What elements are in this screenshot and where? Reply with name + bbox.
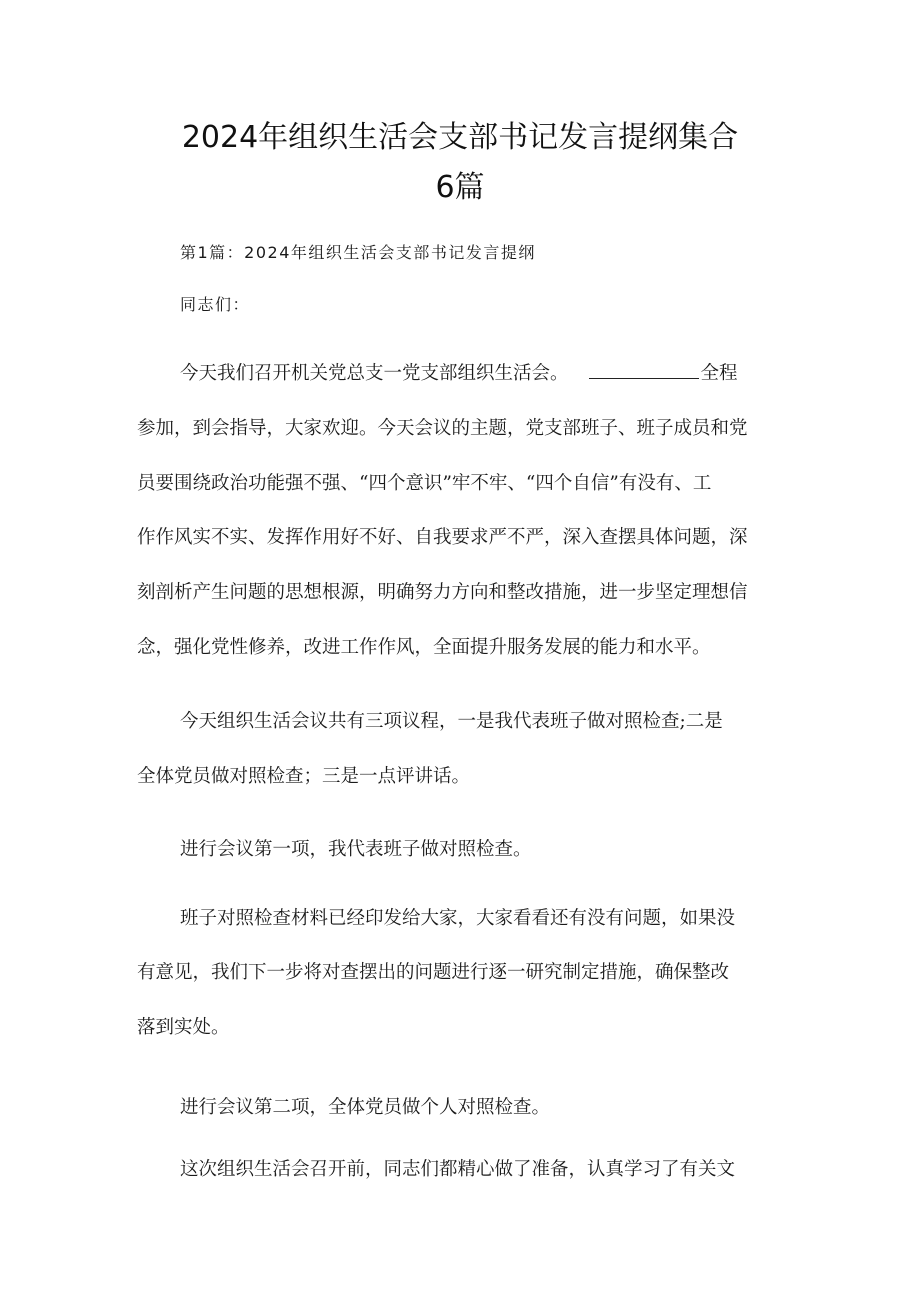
paragraph-4-line-3: 落到实处。 <box>137 1017 230 1038</box>
fill-in-blank <box>589 360 699 379</box>
paragraph-1-text-after-blank: 全程 <box>700 363 738 384</box>
paragraph-3-line-1: 进行会议第一项，我代表班子做对照检查。 <box>180 839 532 860</box>
section-heading: 第1篇：2024年组织生活会支部书记发言提纲 <box>180 243 536 262</box>
document-title-line-1: 2024年组织生活会支部书记发言提纲集合 <box>181 120 739 155</box>
document-title-line-2: 6篇 <box>435 170 485 205</box>
paragraph-1-line-6: 念，强化党性修养，改进工作作风，全面提升服务发展的能力和水平。 <box>137 637 711 658</box>
paragraph-6-line-1: 这次组织生活会召开前，同志们都精心做了准备，认真学习了有关文 <box>180 1159 736 1180</box>
paragraph-2-line-2: 全体党员做对照检查；三是一点评讲话。 <box>137 766 471 787</box>
paragraph-1-text-before-blank: 今天我们召开机关党总支一党支部组织生活会。 <box>180 363 569 384</box>
paragraph-1-line-5: 刻剖析产生问题的思想根源，明确努力方向和整改措施，进一步坚定理想信 <box>137 582 748 603</box>
paragraph-4-line-2: 有意见，我们下一步将对查摆出的问题进行逐一研究制定措施，确保整改 <box>137 962 730 983</box>
paragraph-4-line-1: 班子对照检查材料已经印发给大家，大家看看还有没有问题，如果没 <box>180 908 736 929</box>
paragraph-1-line-4: 作作风实不实、发挥作用好不好、自我要求严不严，深入查摆具体问题，深 <box>137 527 748 548</box>
paragraph-1-line-1 <box>180 360 840 388</box>
paragraph-1-line-2: 参加，到会指导，大家欢迎。今天会议的主题，党支部班子、班子成员和党 <box>137 418 748 439</box>
paragraph-5-line-1: 进行会议第二项，全体党员做个人对照检查。 <box>180 1097 551 1118</box>
salutation: 同志们： <box>180 295 251 314</box>
paragraph-2-line-1: 今天组织生活会议共有三项议程，一是我代表班子做对照检查;二是 <box>180 711 723 732</box>
paragraph-1-line-3: 员要围绕政治功能强不强、“四个意识”牢不牢、“四个自信”有没有、工 <box>137 473 712 494</box>
